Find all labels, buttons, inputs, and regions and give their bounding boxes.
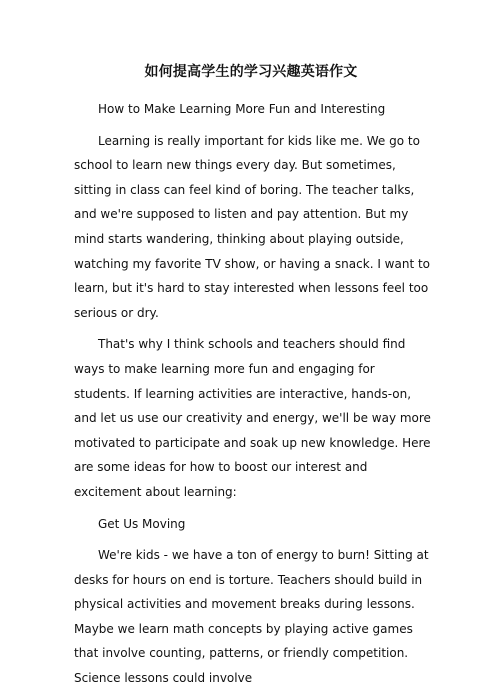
section-heading: Get Us Moving [98,516,186,531]
essay-subtitle: How to Make Learning More Fun and Interesting [98,102,386,116]
paragraph-intro: Learning is really important for kids like me. We go to school to learn new things every day. But sometimes, sitting in class can feel kind of boring. The teacher talks, and we're supposed to listen and pay attention. But my mind starts wandering, thinking about playing outside, watching my favorite TV show, or having a snack. I want to learn, but it's hard to stay interested when lessons feel too serious or dry. [74,133,431,320]
document-body [74,97,434,698]
document-title: 如何提高学生的学习兴趣英语作文 [144,64,358,80]
paragraph-get-moving: We're kids - we have a ton of energy to burn! Sitting at desks for hours on end is torture. Teachers should build in physical activities and movement breaks during lessons. Maybe we learn math concepts by playing active games that involve counting, patterns, or friendly competition. Science lessons could involve [74,548,429,686]
paragraph-ideas: That's why I think schools and teachers should find ways to make learning more fun and engaging for students. If learning activities are interactive, hands-on, and let us use our creativity and energy, we'll be way more motivated to participate and soak up new knowledge. Here are some ideas for how to boost our interest and excitement about learning: [74,337,431,499]
